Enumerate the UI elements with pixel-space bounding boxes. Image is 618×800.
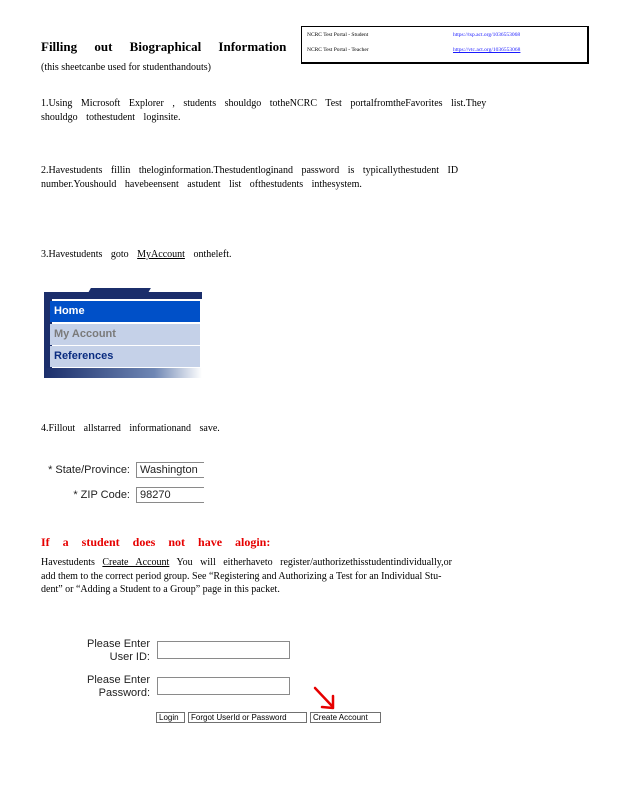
portal-link-label: NCRC Test Portal - Teacher — [307, 47, 369, 53]
page-title: Filling out Biographical Information — [41, 39, 287, 54]
state-label: * State/Province: — [48, 464, 130, 476]
step-2-text: 2.Havestudents fillin theloginformation.Thestudentloginand password is typicallythestudent ID number.Youshould havebeensent astudent list ofthestudents inthesystem. — [41, 165, 459, 190]
user-id-input[interactable] — [157, 641, 290, 659]
menu-bottom-bar — [44, 368, 202, 378]
no-login-text — [41, 556, 581, 597]
page-subtitle: (this sheetcanbe used for studenthandouts) — [41, 62, 211, 73]
menu-item-references[interactable]: References — [50, 346, 200, 367]
step-3-prefix: 3.Havestudents goto — [41, 249, 138, 260]
user-id-label — [60, 638, 150, 664]
no-login-line-1 — [41, 556, 581, 570]
user-id-label-line-1: Please Enter — [87, 638, 150, 650]
zip-input[interactable]: 98270 — [136, 487, 204, 503]
menu-item-home[interactable]: Home — [50, 301, 200, 322]
portal-links-box — [301, 26, 589, 64]
red-arrow-icon — [312, 685, 338, 713]
create-account-button[interactable]: Create Account — [310, 712, 381, 723]
no-login-line-2: add them to the correct period group. See “Registering and Authorizing a Test for an Individual Stu- — [41, 570, 442, 582]
create-account-link-text: Create Account — [102, 557, 170, 568]
menu-item-my-account[interactable]: My Account — [50, 324, 200, 345]
password-label-line-2: Password: — [98, 687, 150, 699]
no-login-line-3: dent” or “Adding a Student to a Group” page in this packet. — [41, 584, 280, 595]
portal-link-row-student — [307, 32, 520, 41]
step-4-text: 4.Fillout allstarred informationand save. — [41, 423, 220, 434]
user-id-label-line-2: User ID: — [109, 651, 150, 663]
step-3-text — [41, 248, 561, 262]
password-label — [60, 674, 150, 700]
portal-link-row-teacher — [307, 47, 520, 56]
portal-link-url[interactable]: https://vtc.act.org/1036553068 — [453, 47, 521, 53]
portal-link-url[interactable]: https://tsp.act.org/1036553068 — [453, 32, 521, 38]
step-3-suffix: ontheleft. — [184, 249, 232, 260]
step-1-text: 1.Using Microsoft Explorer , students shouldgo totheNCRC Test portalfromtheFavorites list.They shouldgo tothestudent loginsite. — [41, 98, 487, 123]
password-input[interactable] — [157, 677, 290, 695]
menu-top-tab — [85, 288, 151, 298]
portal-link-label: NCRC Test Portal - Student — [307, 32, 369, 38]
forgot-userid-button[interactable]: Forgot UserId or Password — [188, 712, 307, 723]
no-login-prefix: Havestudents — [41, 557, 103, 568]
login-button[interactable]: Login — [156, 712, 185, 723]
state-input[interactable]: Washington — [136, 462, 204, 478]
account-menu-image — [44, 292, 202, 378]
password-label-line-1: Please Enter — [87, 674, 150, 686]
no-login-heading: If a student does not have alogin: — [41, 535, 271, 549]
my-account-link-text: MyAccount — [137, 249, 185, 260]
zip-label: * ZIP Code: — [73, 489, 130, 501]
no-login-line-1-suffix: You will eitherhaveto register/authorizethisstudentindividually,or — [169, 557, 452, 568]
